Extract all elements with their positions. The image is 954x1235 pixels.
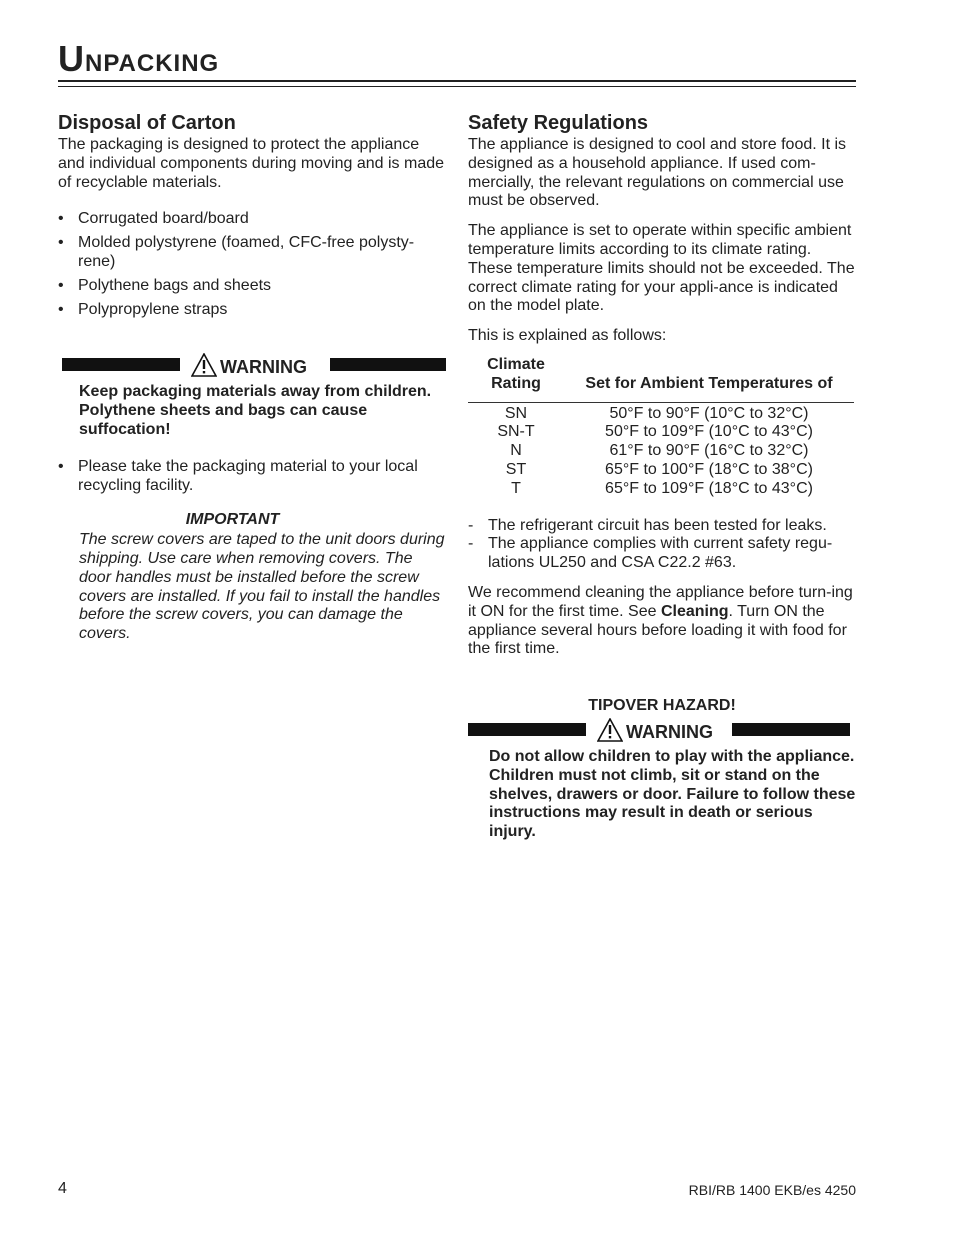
warning-banner [468, 718, 856, 740]
warning-bar-right [330, 358, 446, 371]
title-rule-thin [58, 86, 856, 87]
list-item: • Polythene bags and sheets [58, 277, 446, 296]
list-item: • Polypropylene straps [58, 301, 446, 320]
warning-label [597, 718, 713, 740]
range-cell: 50°F to 109°F (10°C to 43°C) [605, 423, 813, 441]
warning-triangle-icon [191, 353, 217, 377]
header-climate-line1: Climate [487, 355, 545, 373]
rating-cell: T [511, 479, 521, 497]
table-row [468, 461, 854, 480]
warning-label [191, 353, 307, 378]
warning-label-text: WARNING [220, 357, 307, 378]
safety-heading: Safety Regulations [468, 112, 649, 134]
tipover-heading: TIPOVER HAZARD! [588, 697, 736, 715]
range-cell: 65°F to 109°F (18°C to 43°C) [605, 479, 813, 497]
rating-cell: SN-T [497, 423, 535, 441]
range-cell: 65°F to 100°F (18°C to 38°C) [605, 460, 813, 478]
table-row [468, 402, 854, 423]
list-item: • Molded polystyrene (foamed, CFC-free polysty-rene) [58, 234, 446, 272]
cleaning-text-post: . Turn ON the appliance several hours before loading it with food for the first time. [468, 602, 847, 658]
warning-label-text: WARNING [626, 721, 713, 742]
header-climate-line2: Rating [491, 374, 541, 392]
cleaning-paragraph [468, 584, 856, 659]
table-row [468, 423, 854, 442]
climate-table [468, 356, 854, 499]
table-header-climate [468, 356, 564, 402]
warning-text: Do not allow children to play with the appliance. Children must not climb, sit or stand on the shelves, drawers or door. Failure to follow these instructions may result in death or serious injury. [489, 747, 856, 841]
recycle-list [58, 458, 446, 496]
table-row [468, 480, 854, 499]
disposal-intro: The packaging is designed to protect the appliance and individual components during moving and is made of recyclable materials. [58, 136, 445, 191]
important-note [58, 511, 446, 644]
range-cell: 61°F to 90°F (16°C to 32°C) [609, 442, 809, 460]
table-row [468, 442, 854, 461]
warning-bar-left [468, 723, 586, 736]
left-column [58, 110, 446, 644]
notes-list [468, 517, 856, 573]
list-item: • Corrugated board/board [58, 210, 446, 229]
materials-list [58, 210, 446, 319]
list-item: • Please take the packaging material to your local recycling facility. [58, 458, 446, 496]
page-number: 4 [58, 1180, 67, 1197]
warning-bar-right [732, 723, 850, 736]
table-header-temps: Set for Ambient Temperatures of [564, 356, 854, 402]
list-item: - The refrigerant circuit has been tested for leaks. [468, 517, 856, 536]
important-heading: IMPORTANT [185, 511, 280, 529]
table-header-row [468, 356, 854, 402]
model-number: RBI/RB 1400 EKB/es 4250 [688, 1182, 856, 1198]
warning-bar-left [62, 358, 180, 371]
important-text: The screw covers are taped to the unit doors during shipping. Use care when removing covers. The door handles must be installed before the screw covers are installed. If you fail to install the handles before the screw covers, you can damage the covers. [79, 531, 445, 643]
rating-cell: SN [504, 404, 528, 422]
page-title-rest: NPACKING [85, 50, 220, 77]
page-title [58, 38, 219, 80]
warning-triangle-icon [597, 718, 623, 742]
warning-text: Keep packaging materials away from children. Polythene sheets and bags can cause suffocation! [79, 383, 432, 438]
rating-cell: ST [505, 460, 527, 478]
rating-cell: N [510, 442, 522, 460]
safety-para-1: The appliance is designed to cool and store food. It is designed as a household appliance. If used com-mercially, the relevant regulations on commercial use must be observed. [468, 136, 847, 210]
cleaning-text-pre: We recommend cleaning the appliance before turn-ing it ON for the first time. See [468, 583, 853, 620]
safety-para-3: This is explained as follows: [468, 327, 667, 345]
safety-para-2: The appliance is set to operate within specific ambient temperature limits according to its climate rating. These temperature limits should not be exceeded. The correct climate rating for your appli-ance is indicated on the model plate. [468, 222, 855, 315]
range-cell: 50°F to 90°F (10°C to 32°C) [609, 404, 809, 422]
title-rule [58, 80, 856, 82]
disposal-heading: Disposal of Carton [58, 112, 236, 134]
cleaning-link-text: Cleaning [660, 602, 729, 620]
warning-banner [58, 353, 446, 378]
page-title-initial: U [58, 38, 85, 79]
right-column [468, 110, 856, 842]
list-item: - The appliance complies with current safety regu-lations UL250 and CSA C22.2 #63. [468, 535, 856, 573]
